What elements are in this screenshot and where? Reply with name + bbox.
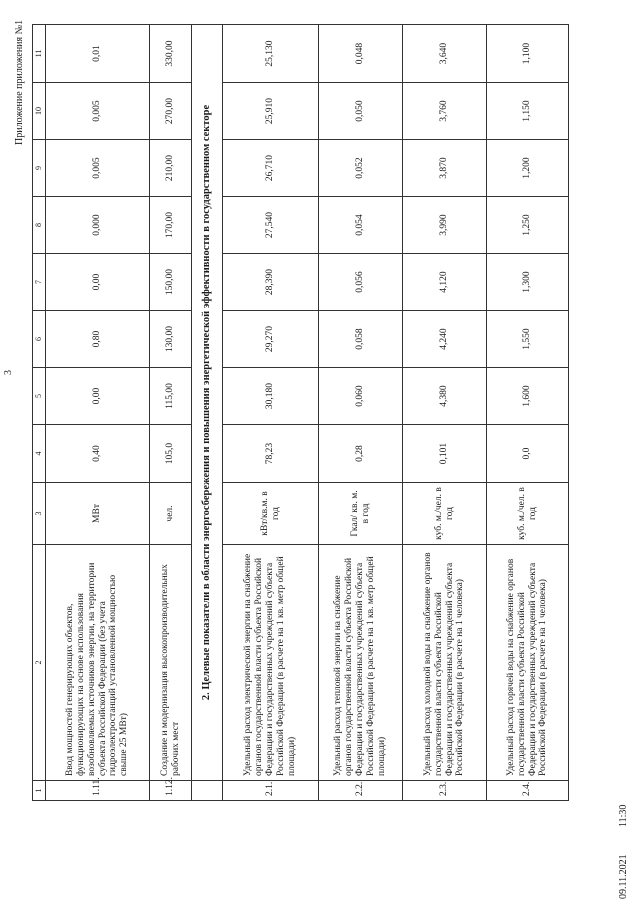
appendix-label: Приложение приложения №1 bbox=[14, 19, 25, 145]
value-cell: 27,540 bbox=[223, 197, 319, 254]
indicator-name: Ввод мощностей генерирующих объектов, функционирующих на основе использования возобновляемых источников энергии, на территории субъекта Российской Федерации (без учета гидроэлектростанций установленной мощностью свыше 25 МВт) bbox=[46, 545, 150, 781]
value-cell: 0,01 bbox=[46, 25, 150, 83]
print-time: 11:30 bbox=[618, 804, 629, 827]
column-number: 9 bbox=[33, 140, 46, 197]
value-cell: 25,910 bbox=[223, 83, 319, 140]
table-row bbox=[223, 25, 319, 801]
value-cell: 115,00 bbox=[150, 368, 192, 425]
value-cell: 30,180 bbox=[223, 368, 319, 425]
indicator-name: Удельный расход электрической энергии на снабжение органов государственной власти субъекта Российской Федерации и государственных учреждений субъекта Российской Федерации (в расчете на 1 кв. метр общей площади) bbox=[223, 545, 319, 781]
value-cell: 0,80 bbox=[46, 311, 150, 368]
value-cell: 3,640 bbox=[403, 25, 487, 83]
value-cell: 0,101 bbox=[403, 425, 487, 483]
table-row bbox=[150, 25, 192, 801]
value-cell: 0,000 bbox=[46, 197, 150, 254]
table-row bbox=[403, 25, 487, 801]
value-cell: 1,200 bbox=[487, 140, 569, 197]
indicators-table bbox=[32, 24, 569, 801]
value-cell: 3,870 bbox=[403, 140, 487, 197]
value-cell: 4,120 bbox=[403, 254, 487, 311]
row-number: 1.12. bbox=[150, 781, 192, 801]
value-cell: 270,00 bbox=[150, 83, 192, 140]
value-cell: 1,600 bbox=[487, 368, 569, 425]
column-number: 7 bbox=[33, 254, 46, 311]
unit: куб. м./чел. в год bbox=[403, 483, 487, 545]
value-cell: 0,048 bbox=[319, 25, 403, 83]
column-number: 6 bbox=[33, 311, 46, 368]
row-number: 2.1. bbox=[223, 781, 319, 801]
indicator-name: Удельный расход тепловой энергии на снабжение органов государственной власти субъекта Российской Федерации и государственных учреждений субъекта Российской Федерации (в расчете на 1 кв. метр общей площади) bbox=[319, 545, 403, 781]
indicator-name: Удельный расход холодной воды на снабжение органов государственной власти субъекта Российской Федерации и государственных учреждений субъекта Российской Федерации (в расчете на 1 человека) bbox=[403, 545, 487, 781]
value-cell: 0,056 bbox=[319, 254, 403, 311]
value-cell: 1,100 bbox=[487, 25, 569, 83]
value-cell: 3,990 bbox=[403, 197, 487, 254]
print-date: 09.11.2021 bbox=[618, 854, 629, 899]
value-cell: 330,00 bbox=[150, 25, 192, 83]
value-cell: 4,380 bbox=[403, 368, 487, 425]
value-cell: 26,710 bbox=[223, 140, 319, 197]
row-number: 2.3. bbox=[403, 781, 487, 801]
value-cell: 0,00 bbox=[46, 254, 150, 311]
column-number: 11 bbox=[33, 25, 46, 83]
value-cell: 0,28 bbox=[319, 425, 403, 483]
value-cell: 28,390 bbox=[223, 254, 319, 311]
value-cell: 170,00 bbox=[150, 197, 192, 254]
row-number: 1.11. bbox=[46, 781, 150, 801]
value-cell: 0,054 bbox=[319, 197, 403, 254]
value-cell: 0,0 bbox=[487, 425, 569, 483]
table-row bbox=[46, 25, 150, 801]
column-number: 10 bbox=[33, 83, 46, 140]
column-number: 1 bbox=[33, 781, 46, 801]
value-cell: 1,550 bbox=[487, 311, 569, 368]
section-row bbox=[192, 25, 223, 801]
column-number: 3 bbox=[33, 483, 46, 545]
unit: МВт bbox=[46, 483, 150, 545]
value-cell: 0,005 bbox=[46, 140, 150, 197]
row-number: 2.4. bbox=[487, 781, 569, 801]
unit: куб. м./чел. в год bbox=[487, 483, 569, 545]
value-cell: 0,00 bbox=[46, 368, 150, 425]
table-row bbox=[487, 25, 569, 801]
column-number: 4 bbox=[33, 425, 46, 483]
value-cell: 1,300 bbox=[487, 254, 569, 311]
value-cell: 4,240 bbox=[403, 311, 487, 368]
value-cell: 150,00 bbox=[150, 254, 192, 311]
value-cell: 1,250 bbox=[487, 197, 569, 254]
unit: Гкал/ кв. м. в год bbox=[319, 483, 403, 545]
table-row bbox=[319, 25, 403, 801]
value-cell: 0,058 bbox=[319, 311, 403, 368]
value-cell: 210,00 bbox=[150, 140, 192, 197]
column-number: 2 bbox=[33, 545, 46, 781]
value-cell: 25,130 bbox=[223, 25, 319, 83]
indicator-name: Создание и модернизация высокопроизводительных рабочих мест bbox=[150, 545, 192, 781]
indicator-name: Удельный расход горячей воды на снабжение органов государственной власти субъекта Российской Федерации и государственных учреждений субъекта Российской Федерации (в расчете на 1 человека) bbox=[487, 545, 569, 781]
value-cell: 1,150 bbox=[487, 83, 569, 140]
value-cell: 78,23 bbox=[223, 425, 319, 483]
column-number-row bbox=[33, 25, 46, 801]
column-number: 5 bbox=[33, 368, 46, 425]
value-cell: 0,052 bbox=[319, 140, 403, 197]
value-cell: 0,40 bbox=[46, 425, 150, 483]
value-cell: 105,0 bbox=[150, 425, 192, 483]
value-cell: 3,760 bbox=[403, 83, 487, 140]
value-cell: 0,050 bbox=[319, 83, 403, 140]
value-cell: 0,060 bbox=[319, 368, 403, 425]
section-title: 2. Целевые показатели в области энергосбережения и повышения энергетической эффективности в государственном секторе bbox=[192, 25, 223, 781]
page-number: 3 bbox=[3, 370, 14, 375]
unit: кВт/кв.м. в год bbox=[223, 483, 319, 545]
row-number: 2.2. bbox=[319, 781, 403, 801]
value-cell: 0,005 bbox=[46, 83, 150, 140]
value-cell: 29,270 bbox=[223, 311, 319, 368]
value-cell: 130,00 bbox=[150, 311, 192, 368]
unit: чел. bbox=[150, 483, 192, 545]
column-number: 8 bbox=[33, 197, 46, 254]
